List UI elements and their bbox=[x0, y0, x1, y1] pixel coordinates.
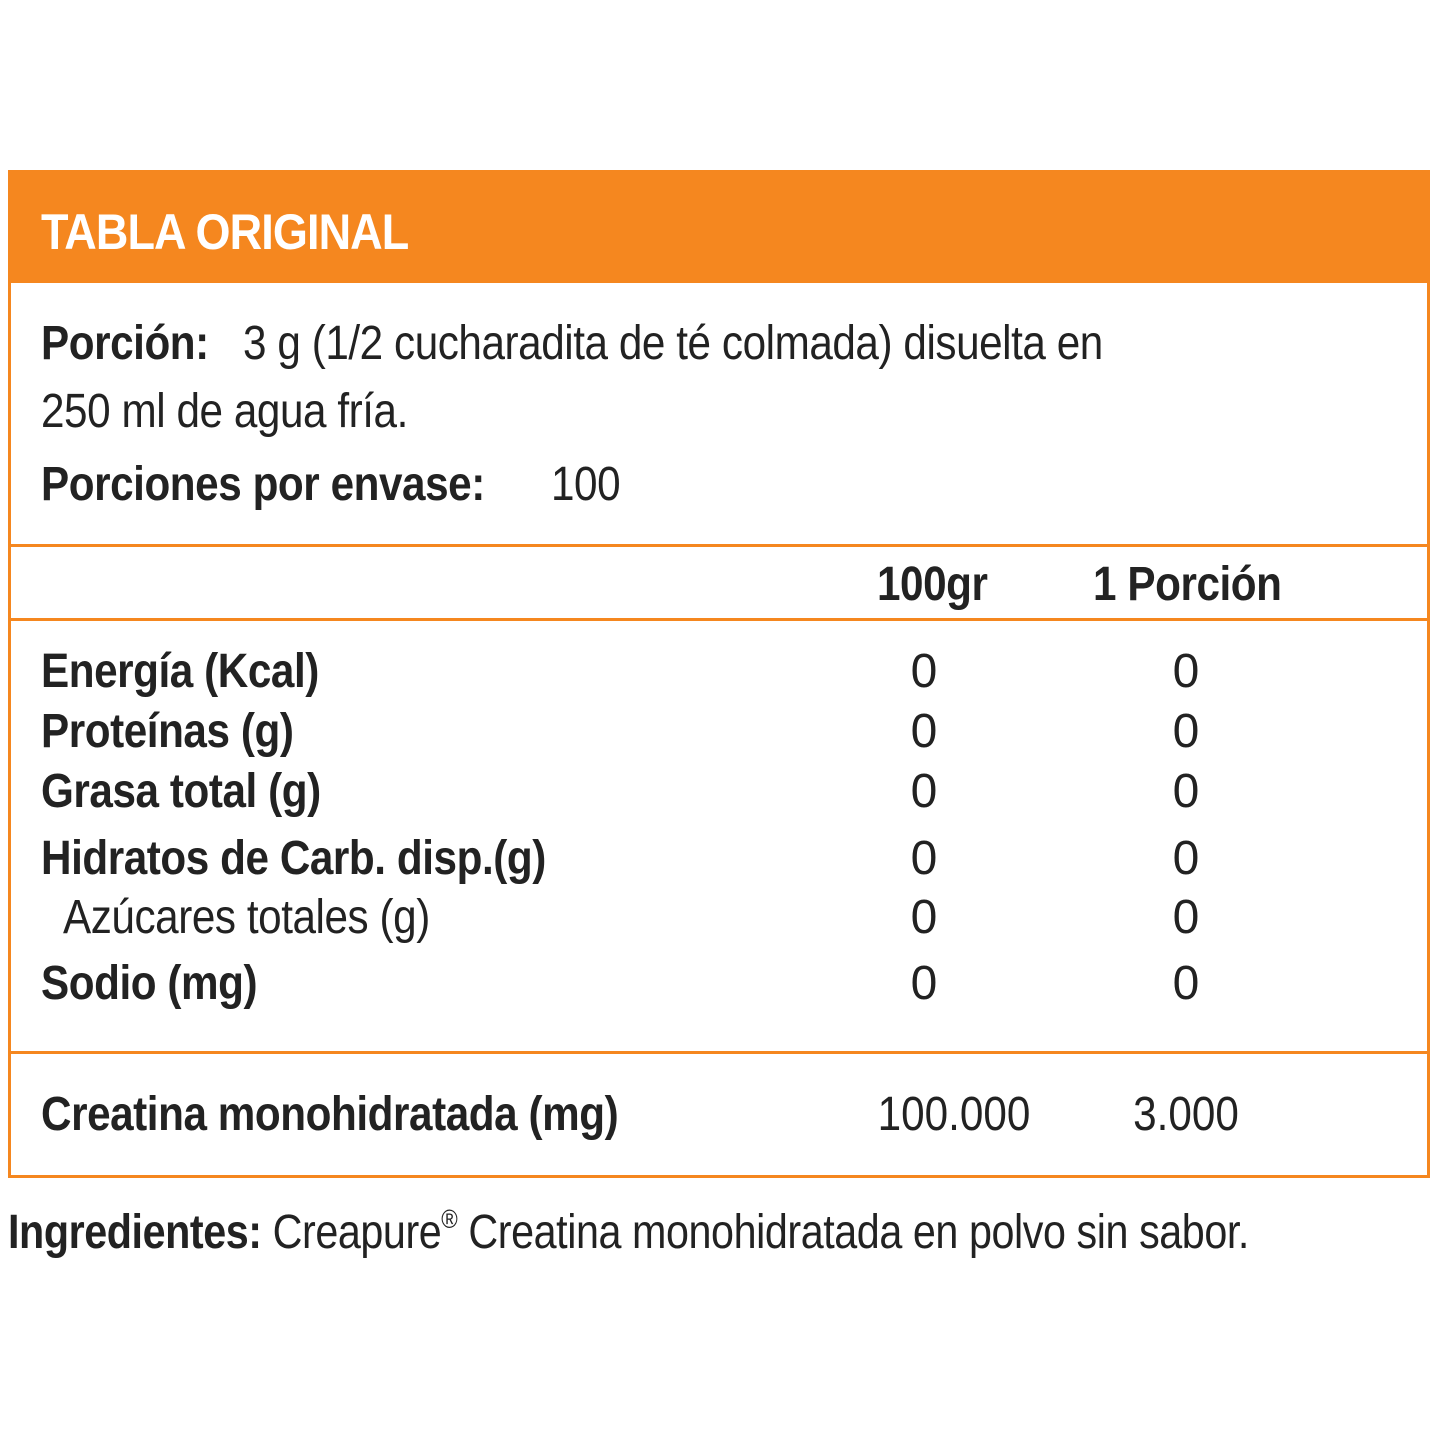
row-label: Proteínas (g) bbox=[41, 705, 294, 758]
creatine-value-portion: 3.000 bbox=[1133, 1088, 1239, 1141]
row-label: Hidratos de Carb. disp.(g) bbox=[41, 832, 546, 885]
row-value-100gr: 0 bbox=[910, 891, 938, 944]
portion-value-line1: 3 g (1/2 cucharadita de té colmada) disuelta en bbox=[243, 317, 1103, 370]
creatine-label: Creatina monohidratada (mg) bbox=[41, 1088, 619, 1141]
ingredients-line bbox=[8, 1206, 1249, 1257]
row-value-portion: 0 bbox=[1172, 832, 1200, 885]
row-label: Grasa total (g) bbox=[41, 765, 321, 818]
divider bbox=[11, 618, 1427, 621]
row-value-100gr: 0 bbox=[910, 957, 938, 1010]
table-header bbox=[11, 173, 1427, 283]
ingredients-label: Ingredientes: bbox=[8, 1206, 262, 1259]
nutrition-table bbox=[8, 170, 1430, 1178]
divider bbox=[11, 1051, 1427, 1054]
row-value-100gr: 0 bbox=[910, 705, 938, 758]
servings-label: Porciones por envase: bbox=[41, 458, 485, 511]
portion-value-line2: 250 ml de agua fría. bbox=[41, 385, 408, 438]
creatine-value-100gr: 100.000 bbox=[877, 1088, 1031, 1141]
row-label-sub: Azúcares totales (g) bbox=[63, 891, 430, 944]
row-value-portion: 0 bbox=[1172, 957, 1200, 1010]
ingredients-text: Creatina monohidratada en polvo sin sabor. bbox=[468, 1206, 1249, 1259]
row-label: Sodio (mg) bbox=[41, 957, 258, 1010]
registered-mark: ® bbox=[441, 1204, 458, 1234]
column-header-portion: 1 Porción bbox=[1093, 558, 1282, 611]
row-value-portion: 0 bbox=[1172, 765, 1200, 818]
row-value-100gr: 0 bbox=[910, 832, 938, 885]
row-value-portion: 0 bbox=[1172, 891, 1200, 944]
portion-label: Porción: bbox=[41, 317, 209, 370]
row-value-100gr: 0 bbox=[910, 765, 938, 818]
table-title: TABLA ORIGINAL bbox=[41, 204, 409, 260]
column-header-100gr: 100gr bbox=[877, 558, 988, 611]
row-value-portion: 0 bbox=[1172, 645, 1200, 698]
divider bbox=[11, 544, 1427, 547]
row-label: Energía (Kcal) bbox=[41, 645, 319, 698]
row-value-portion: 0 bbox=[1172, 705, 1200, 758]
ingredients-brand: Creapure bbox=[272, 1206, 442, 1259]
servings-value: 100 bbox=[551, 458, 621, 511]
row-value-100gr: 0 bbox=[910, 645, 938, 698]
